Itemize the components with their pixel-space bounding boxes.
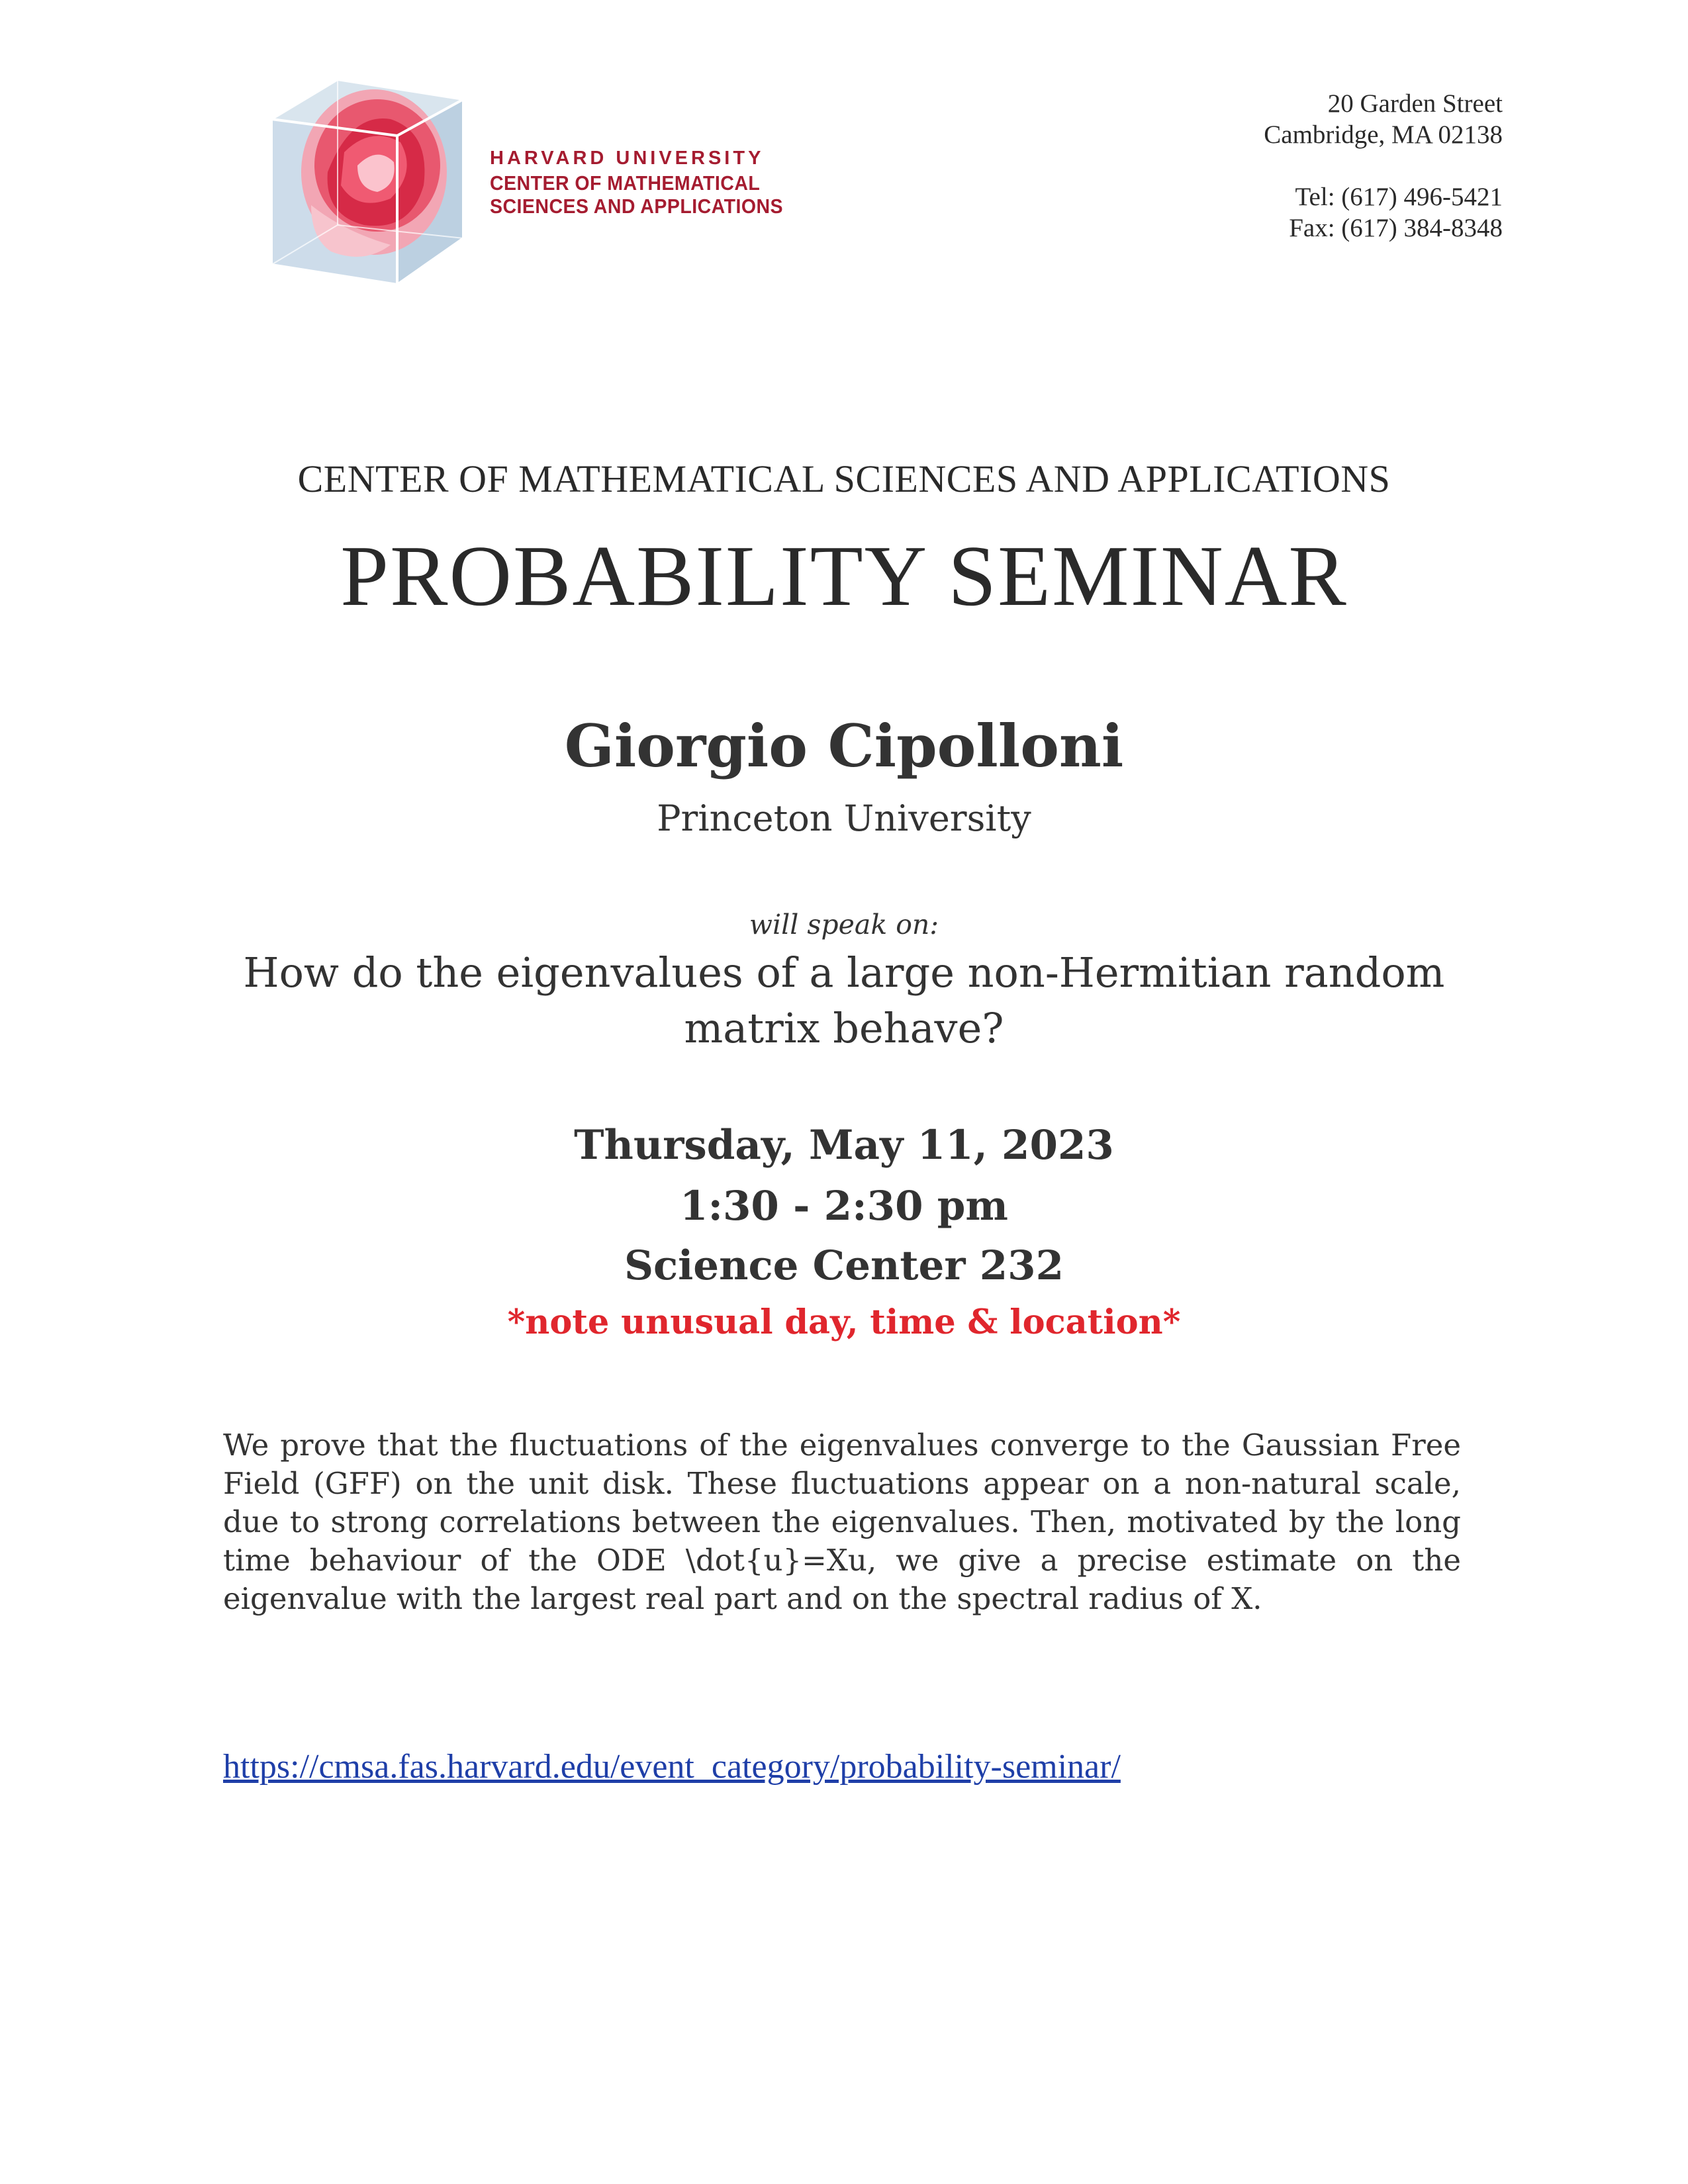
will-speak-on-label: will speak on: [749,909,939,940]
org-title: CENTER OF MATHEMATICAL SCIENCES AND APPLICATIONS [297,457,1391,500]
speaker-name: Giorgio Cipolloni [564,711,1124,780]
address-fax: Fax: (617) 384-8348 [1289,214,1503,242]
seminar-title: PROBABILITY SEMINAR [340,528,1348,624]
address-tel: Tel: (617) 496-5421 [1295,183,1503,211]
speaker-affiliation: Princeton University [657,797,1031,839]
event-date: Thursday, May 11, 2023 [574,1122,1114,1169]
logo-wordmark [490,149,809,216]
talk-title [0,945,1688,1056]
seminar-link[interactable]: https://cmsa.fas.harvard.edu/event_category/probability-seminar/ [223,1748,1121,1786]
cmsa-cube-logo-icon [265,73,483,291]
event-note: *note unusual day, time & location* [507,1302,1181,1342]
logo-line-harvard: HARVARD UNIVERSITY [490,148,765,169]
event-location: Science Center 232 [624,1242,1064,1289]
logo-line-sciences: SCIENCES AND APPLICATIONS [490,195,784,218]
address-street: 20 Garden Street [1327,89,1503,118]
address-city: Cambridge, MA 02138 [1264,120,1503,149]
address-block [1264,88,1503,244]
event-time: 1:30 - 2:30 pm [680,1183,1008,1230]
cmsa-logo [265,73,784,291]
logo-line-center: CENTER OF MATHEMATICAL [490,171,761,195]
address-spacer [1264,150,1503,181]
talk-title-line-1: How do the eigenvalues of a large non-Hermitian random [243,948,1445,997]
abstract-text: We prove that the fluctuations of the eigenvalues converge to the Gaussian Free Field (GFF) on the unit disk. These fluctuations appear on a non-natural scale, due to strong correlations between the eigenvalues. Then, motivated by the long time behaviour of the ODE \dot{u}=Xu, we give a precise estimate on the eigenvalue with the largest real part and on the spectral radius of X. [223,1428,1461,1616]
talk-title-line-2: matrix behave? [684,1004,1004,1052]
